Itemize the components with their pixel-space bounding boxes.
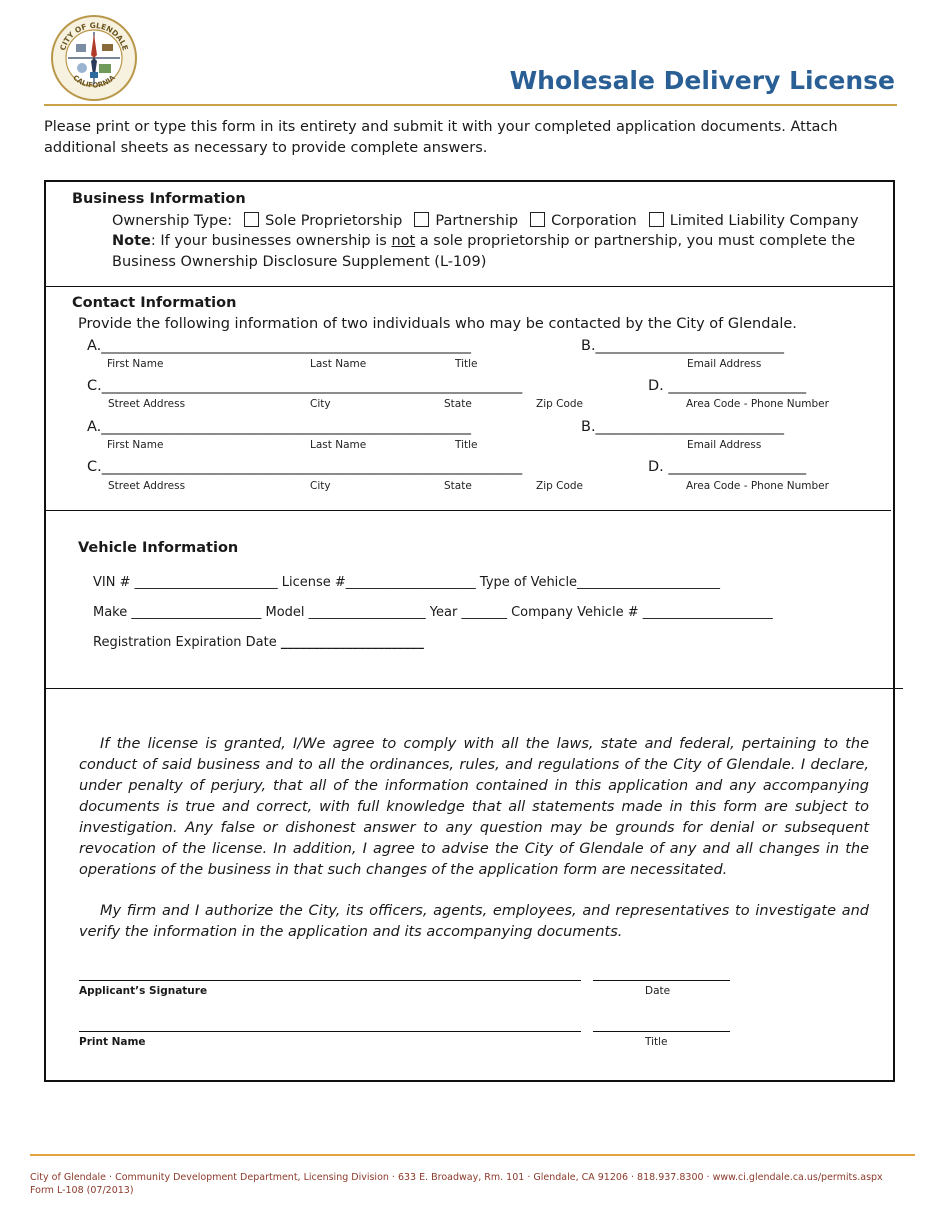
sole-proprietorship-label: Sole Proprietorship [265, 213, 403, 229]
section-divider [44, 510, 891, 511]
contact1-name-title-field[interactable]: A.___________________________________________________ [87, 338, 472, 354]
vehicle-row-vin-license-type[interactable]: VIN # ______________________ License #____________________ Type of Vehicle______________________ [93, 575, 721, 590]
state-label: State [444, 398, 472, 410]
intro-instructions: Please print or type this form in its entirety and submit it with your completed application documents. Attach additional sheets as necessary to provide complete answers. [44, 119, 838, 156]
email-address-label: Email Address [687, 439, 762, 451]
note-label: Note [112, 233, 151, 249]
print-name-line[interactable] [79, 1031, 581, 1032]
phone-number-label: Area Code - Phone Number [686, 398, 829, 410]
note-text-post: a sole proprietorship or partnership, you must complete the [415, 233, 856, 249]
partnership-checkbox[interactable] [414, 212, 429, 227]
state-label: State [444, 480, 472, 492]
section-divider [44, 688, 903, 689]
partnership-label: Partnership [435, 213, 519, 229]
contact2-name-title-field[interactable]: A.___________________________________________________ [87, 419, 472, 435]
llc-checkbox[interactable] [649, 212, 664, 227]
registration-expiration-label: Registration Expiration Date [93, 635, 277, 650]
applicant-signature-label: Applicant’s Signature [79, 985, 208, 997]
city-label: City [310, 480, 331, 492]
sole-proprietorship-checkbox[interactable] [244, 212, 259, 227]
applicant-signature-line[interactable] [79, 980, 581, 981]
corporation-checkbox[interactable] [530, 212, 545, 227]
date-label: Date [645, 985, 671, 997]
footer-address: City of Glendale · Community Development Department, Licensing Division · 633 E. Broadway, Rm. 101 · Glendale, CA 91206 · 818.937.8300 · www.ci.glendale.ca.us/permits.aspx [30, 1172, 883, 1183]
first-name-label: First Name [107, 358, 164, 370]
svg-text:CITY OF GLENDALE: CITY OF GLENDALE [58, 20, 130, 52]
vehicle-info-heading: Vehicle Information [78, 540, 239, 556]
contact2-email-field[interactable]: B.__________________________ [581, 419, 785, 435]
contact1-email-field[interactable]: B.__________________________ [581, 338, 785, 354]
footer-divider [30, 1154, 915, 1156]
ownership-note-line2: Business Ownership Disclosure Supplement (L-109) [112, 254, 487, 270]
section-divider [44, 286, 895, 287]
title-label: Title [455, 358, 478, 370]
llc-label: Limited Liability Company [669, 213, 859, 229]
ownership-note [112, 233, 855, 249]
print-name-label: Print Name [79, 1036, 146, 1048]
contact1-address-field[interactable]: C.__________________________________________________________ [87, 378, 523, 394]
business-info-heading: Business Information [72, 191, 246, 207]
footer [30, 1171, 883, 1197]
zip-code-label: Zip Code [536, 480, 583, 492]
contact-instructions: Provide the following information of two individuals who may be contacted by the City of Glendale. [78, 316, 797, 332]
street-address-label: Street Address [108, 398, 186, 410]
note-text-pre: : If your businesses ownership is [150, 233, 392, 249]
first-name-label: First Name [107, 439, 164, 451]
ownership-type-label: Ownership Type: [112, 213, 233, 229]
ownership-type-row [112, 212, 859, 229]
zip-code-label: Zip Code [536, 398, 583, 410]
document-title: Wholesale Delivery License [509, 66, 895, 95]
title-label: Title [455, 439, 478, 451]
form-number: Form L-108 (07/2013) [30, 1185, 134, 1196]
agreement-paragraph-authorization: My firm and I authorize the City, its officers, agents, employees, and representatives to investigate and verify the information in the application and its accompanying documents. [79, 903, 869, 940]
city-seal-logo [50, 14, 138, 102]
contact2-phone-field[interactable]: D. ___________________ [648, 459, 807, 475]
contact1-phone-field[interactable]: D. ___________________ [648, 378, 807, 394]
contact2-address-field[interactable]: C.__________________________________________________________ [87, 459, 523, 475]
email-address-label: Email Address [687, 358, 762, 370]
header-divider [44, 104, 897, 106]
city-label: City [310, 398, 331, 410]
last-name-label: Last Name [310, 439, 367, 451]
signature-title-label: Title [645, 1036, 668, 1048]
registration-expiration-field[interactable]: ______________________ [280, 635, 424, 650]
note-emphasis: not [391, 233, 416, 249]
contact-info-heading: Contact Information [72, 295, 237, 311]
street-address-label: Street Address [108, 480, 186, 492]
corporation-label: Corporation [551, 213, 637, 229]
date-line[interactable] [593, 980, 730, 981]
svg-text:CALIFORNIA: CALIFORNIA [71, 73, 117, 90]
registration-expiration-row[interactable] [93, 635, 424, 650]
phone-number-label: Area Code - Phone Number [686, 480, 829, 492]
last-name-label: Last Name [310, 358, 367, 370]
vehicle-row-make-model-year[interactable]: Make ____________________ Model __________________ Year _______ Company Vehicle # ____________________ [93, 605, 773, 620]
title-line[interactable] [593, 1031, 730, 1032]
agreement-paragraph-compliance: If the license is granted, I/We agree to comply with all the laws, state and federal, pertaining to the conduct of said business and to all the ordinances, rules, and regulations of the City of Glendale. I declare, under penalty of perjury, that all of the information contained in this application and any accompanying documents is true and correct, with full knowledge that all statements made in this form are subject to investigation. Any false or dishonest answer to any question may be grounds for denial or subsequent revocation of the license. In addition, I agree to advise the City of Glendale of any and all changes in the operations of the business in that such changes of the application form are necessitated. [79, 736, 869, 878]
